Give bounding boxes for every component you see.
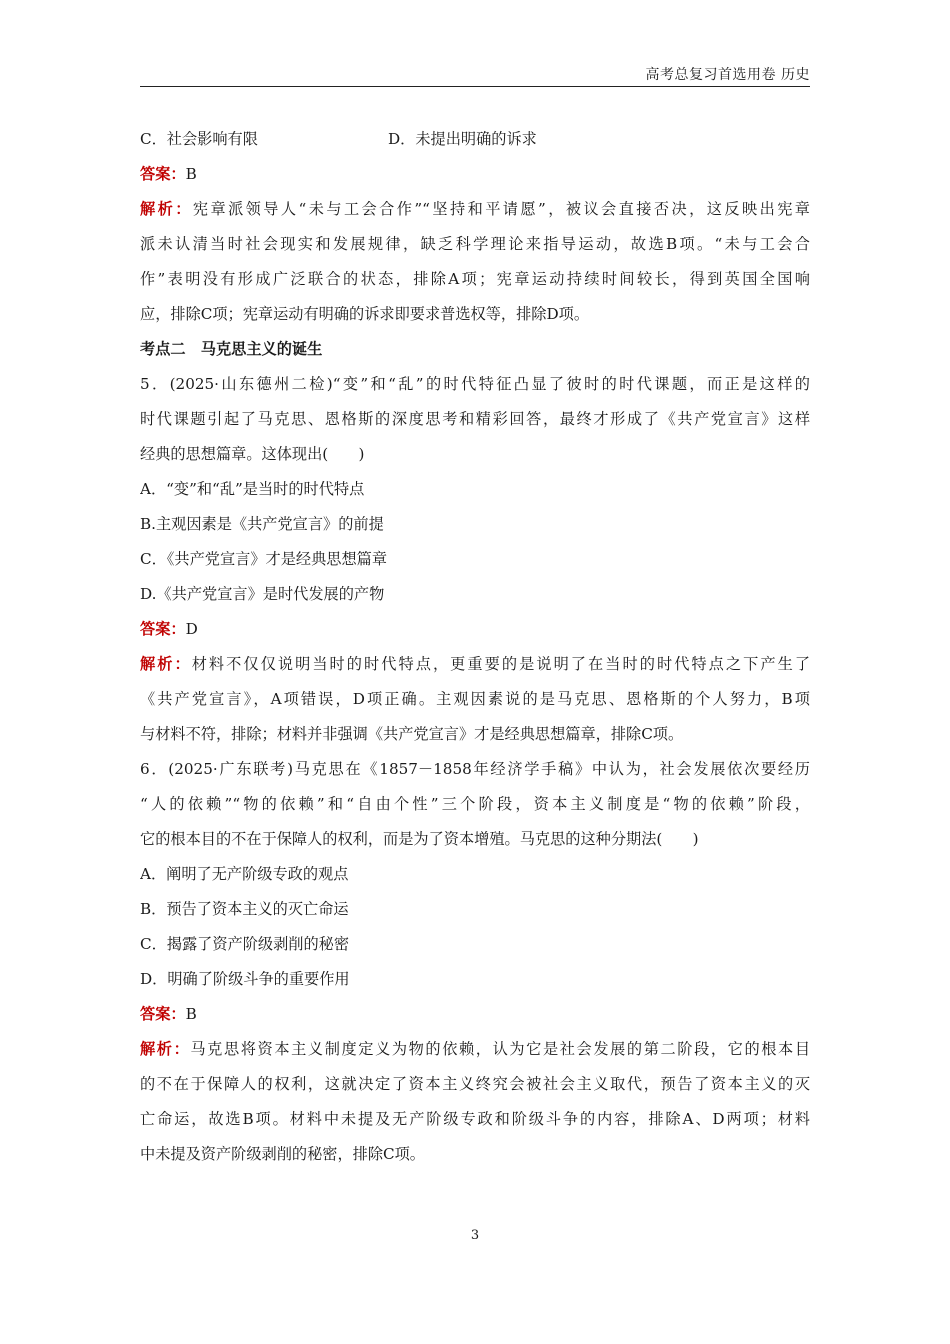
section-title: 考点二 马克思主义的诞生	[140, 340, 323, 358]
q6-analysis-label: 解析：	[140, 1040, 191, 1058]
q6-analysis-line-2: 的不在于保障人的权利，这就决定了资本主义终究会被社会主义取代，预告了资本主义的灭	[140, 1075, 810, 1093]
q6-option-d: D．明确了阶级斗争的重要作用	[140, 970, 350, 988]
page-number: 3	[470, 1228, 480, 1243]
q4-answer-label: 答案：	[140, 165, 186, 183]
q5-analysis-line-3: 与材料不符，排除；材料并非强调《共产党宣言》才是经典思想篇章，排除C项。	[140, 725, 684, 743]
q4-options-row	[140, 122, 810, 157]
q5-option-d: D.《共产党宣言》是时代发展的产物	[140, 585, 385, 603]
q4-analysis-label: 解析：	[140, 200, 193, 218]
q4-option-c: C．社会影响有限	[140, 130, 258, 148]
q6-stem-line-2: “人的依赖”“物的依赖”和“自由个性”三个阶段，资本主义制度是“物的依赖”阶段，	[140, 795, 810, 813]
q6-answer	[140, 997, 810, 1032]
q6-stem-line-1: 6．(2025·广东联考)马克思在《1857－1858年经济学手稿》中认为，社会发展依次要经历	[140, 760, 810, 778]
q5-answer-label: 答案：	[140, 620, 186, 638]
q5-stem-line-1: 5．(2025·山东德州二检)“变”和“乱”的时代特征凸显了彼时的时代课题，而正是这样的	[140, 375, 810, 393]
page-content	[140, 122, 810, 1172]
running-header: 高考总复习首选用卷 历史	[645, 67, 810, 83]
q6-analysis-line-1: 解析：马克思将资本主义制度定义为物的依赖，认为它是社会发展的第二阶段，它的根本目	[140, 1040, 810, 1058]
q5-answer-value: D	[185, 620, 198, 638]
q4-analysis-line-4: 应，排除C项；宪章运动有明确的诉求即要求普选权等，排除D项。	[140, 305, 590, 323]
q6-analysis-line-3: 亡命运，故选B项。材料中未提及无产阶级专政和阶级斗争的内容，排除A、D两项；材料	[140, 1110, 810, 1128]
q5-analysis-label: 解析：	[140, 655, 192, 673]
q5-option-a: A．“变”和“乱”是当时的时代特点	[140, 480, 365, 498]
q5-analysis-line-2: 《共产党宣言》，A项错误，D项正确。主观因素说的是马克思、恩格斯的个人努力，B项	[140, 690, 810, 708]
q4-answer-value: B	[185, 165, 197, 183]
q5-analysis-line-1: 解析：材料不仅仅说明当时的时代特点，更重要的是说明了在当时的时代特点之下产生了	[140, 655, 810, 673]
q4-analysis-line-2: 派未认清当时社会现实和发展规律，缺乏科学理论来指导运动，故选B项。“未与工会合	[140, 235, 810, 253]
q6-answer-label: 答案：	[140, 1005, 186, 1023]
q6-option-b: B．预告了资本主义的灭亡命运	[140, 900, 349, 918]
q6-analysis-line-4: 中未提及资产阶级剥削的秘密，排除C项。	[140, 1145, 425, 1163]
q6-option-c: C．揭露了资产阶级剥削的秘密	[140, 935, 350, 953]
q5-answer	[140, 612, 810, 647]
q6-stem-line-3: 它的根本目的不在于保障人的权利，而是为了资本增殖。马克思的这种分期法( )	[140, 830, 699, 848]
q6-answer-value: B	[185, 1005, 197, 1023]
header-rule	[140, 86, 810, 87]
q5-option-b: B.主观因素是《共产党宣言》的前提	[140, 515, 384, 533]
q5-stem-line-3: 经典的思想篇章。这体现出( )	[140, 445, 365, 463]
q4-option-d: D．未提出明确的诉求	[388, 130, 537, 148]
q4-answer	[140, 157, 810, 192]
q5-option-c: C．《共产党宣言》才是经典思想篇章	[140, 550, 388, 568]
q4-analysis-line-1: 解析：宪章派领导人“未与工会合作”“坚持和平请愿”，被议会直接否决，这反映出宪章	[140, 200, 810, 218]
q4-analysis-line-3: 作”表明没有形成广泛联合的状态，排除A项；宪章运动持续时间较长，得到英国全国响	[140, 270, 810, 288]
q5-stem-line-2: 时代课题引起了马克思、恩格斯的深度思考和精彩回答，最终才形成了《共产党宣言》这样	[140, 410, 810, 428]
q6-option-a: A．阐明了无产阶级专政的观点	[140, 865, 349, 883]
